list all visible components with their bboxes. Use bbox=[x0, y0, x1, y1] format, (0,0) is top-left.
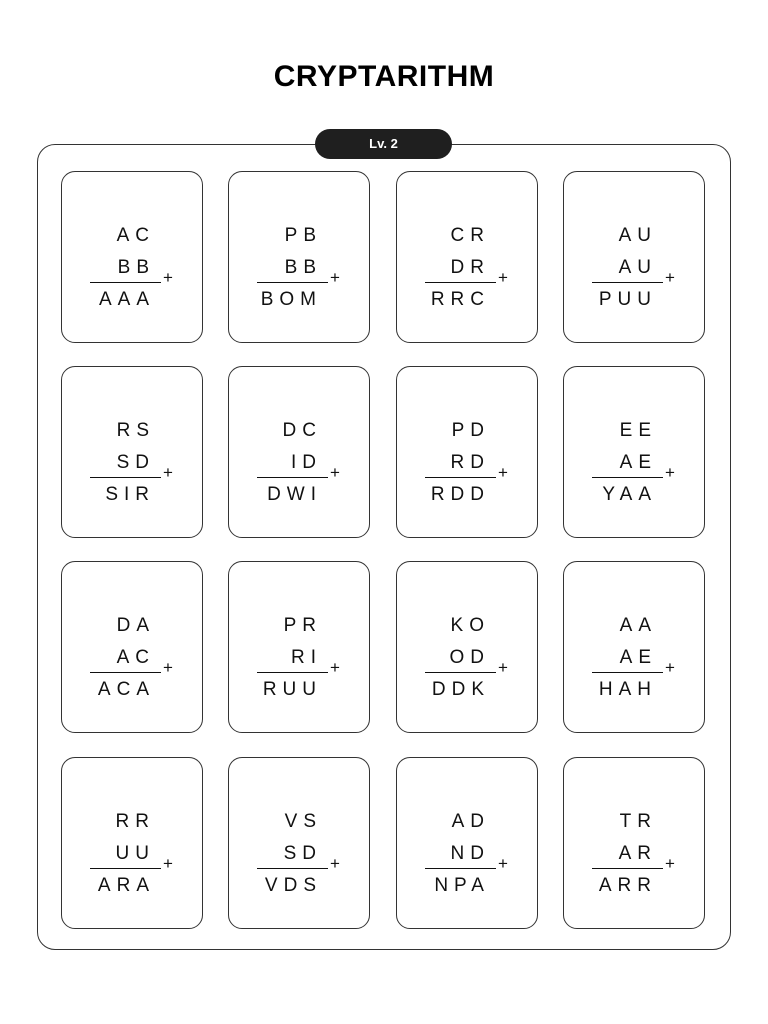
puzzle-card bbox=[396, 561, 538, 733]
plus-operator: + bbox=[163, 463, 173, 482]
puzzle-card bbox=[228, 366, 370, 538]
sum-line bbox=[90, 672, 161, 673]
plus-operator: + bbox=[330, 658, 340, 677]
plus-operator: + bbox=[330, 463, 340, 482]
addend-bottom: BB bbox=[117, 257, 155, 278]
addend-bottom: ID bbox=[291, 452, 322, 473]
addend-bottom: AC bbox=[116, 647, 155, 668]
plus-operator: + bbox=[498, 854, 508, 873]
sum-line bbox=[425, 282, 496, 283]
puzzle-card bbox=[396, 366, 538, 538]
puzzle-card bbox=[61, 171, 203, 343]
addend-bottom: UU bbox=[115, 843, 155, 864]
sum-result: RRC bbox=[430, 289, 490, 310]
sum-result: YAA bbox=[602, 484, 657, 505]
sum-line bbox=[592, 477, 663, 478]
addend-bottom: AE bbox=[619, 647, 657, 668]
page-title: CRYPTARITHM bbox=[273, 60, 495, 93]
sum-result: RUU bbox=[262, 679, 322, 700]
addend-bottom: RI bbox=[291, 647, 322, 668]
sum-result: ACA bbox=[97, 679, 155, 700]
puzzle-card bbox=[61, 366, 203, 538]
addend-top: AU bbox=[618, 225, 657, 246]
puzzle-card bbox=[396, 757, 538, 929]
plus-operator: + bbox=[665, 854, 675, 873]
sum-line bbox=[257, 282, 328, 283]
sum-line bbox=[90, 282, 161, 283]
puzzle-card bbox=[228, 561, 370, 733]
sum-line bbox=[592, 672, 663, 673]
plus-operator: + bbox=[330, 854, 340, 873]
puzzle-card bbox=[228, 171, 370, 343]
addend-top: VS bbox=[284, 811, 322, 832]
sum-result: ARA bbox=[97, 875, 155, 896]
puzzle-card bbox=[563, 171, 705, 343]
addend-top: DC bbox=[282, 420, 322, 441]
addend-bottom: DR bbox=[450, 257, 490, 278]
addend-top: AC bbox=[116, 225, 155, 246]
plus-operator: + bbox=[498, 463, 508, 482]
addend-top: AD bbox=[451, 811, 490, 832]
sum-result: BOM bbox=[260, 289, 322, 310]
addend-top: EE bbox=[619, 420, 657, 441]
sum-result: NPA bbox=[434, 875, 490, 896]
puzzle-card bbox=[61, 561, 203, 733]
addend-bottom: SD bbox=[116, 452, 155, 473]
sum-result: DWI bbox=[267, 484, 322, 505]
puzzle-card bbox=[563, 561, 705, 733]
sum-line bbox=[90, 868, 161, 869]
addend-bottom: ND bbox=[450, 843, 490, 864]
puzzle-card bbox=[563, 366, 705, 538]
addend-top: KO bbox=[450, 615, 490, 636]
addend-bottom: OD bbox=[449, 647, 490, 668]
plus-operator: + bbox=[163, 658, 173, 677]
addend-top: RR bbox=[115, 811, 155, 832]
addend-bottom: AU bbox=[618, 257, 657, 278]
addend-bottom: SD bbox=[283, 843, 322, 864]
addend-bottom: AE bbox=[619, 452, 657, 473]
sum-line bbox=[425, 868, 496, 869]
plus-operator: + bbox=[665, 268, 675, 287]
sum-result: HAH bbox=[598, 679, 657, 700]
addend-top: RS bbox=[116, 420, 155, 441]
level-badge: Lv. 2 bbox=[315, 129, 452, 159]
sum-result: DDK bbox=[431, 679, 490, 700]
plus-operator: + bbox=[163, 268, 173, 287]
sum-line bbox=[425, 477, 496, 478]
plus-operator: + bbox=[498, 268, 508, 287]
sum-line bbox=[257, 672, 328, 673]
addend-top: AA bbox=[619, 615, 657, 636]
sum-result: AAA bbox=[98, 289, 155, 310]
sum-line bbox=[257, 868, 328, 869]
sum-result: VDS bbox=[264, 875, 322, 896]
sum-line bbox=[592, 868, 663, 869]
sum-line bbox=[425, 672, 496, 673]
puzzle-card bbox=[228, 757, 370, 929]
sum-line bbox=[592, 282, 663, 283]
plus-operator: + bbox=[163, 854, 173, 873]
addend-top: PD bbox=[451, 420, 490, 441]
plus-operator: + bbox=[330, 268, 340, 287]
sum-result: SIR bbox=[105, 484, 155, 505]
addend-top: TR bbox=[619, 811, 657, 832]
sum-result: RDD bbox=[430, 484, 490, 505]
plus-operator: + bbox=[665, 463, 675, 482]
sum-result: ARR bbox=[598, 875, 657, 896]
addend-bottom: RD bbox=[450, 452, 490, 473]
addend-top: PR bbox=[283, 615, 322, 636]
sum-line bbox=[257, 477, 328, 478]
sum-line bbox=[90, 477, 161, 478]
puzzle-card bbox=[61, 757, 203, 929]
addend-bottom: BB bbox=[284, 257, 322, 278]
addend-top: CR bbox=[450, 225, 490, 246]
addend-top: DA bbox=[116, 615, 155, 636]
addend-top: PB bbox=[284, 225, 322, 246]
sum-result: PUU bbox=[598, 289, 657, 310]
puzzle-card bbox=[396, 171, 538, 343]
addend-bottom: AR bbox=[618, 843, 657, 864]
plus-operator: + bbox=[665, 658, 675, 677]
puzzle-card bbox=[563, 757, 705, 929]
plus-operator: + bbox=[498, 658, 508, 677]
